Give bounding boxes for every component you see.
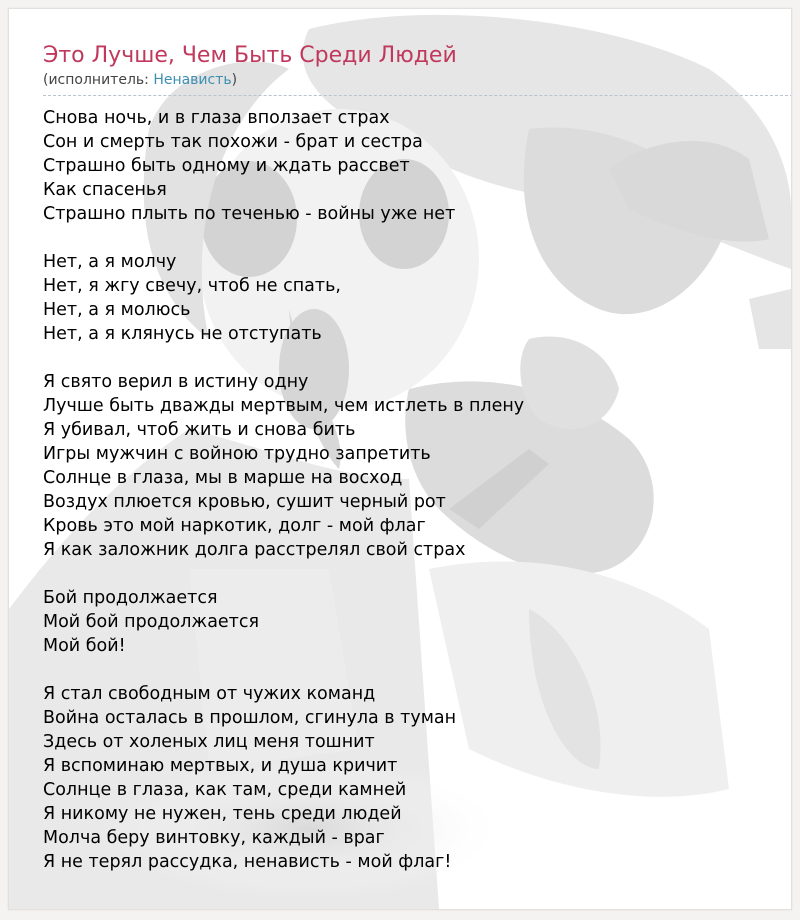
lyric-line: Я как заложник долга расстрелял свой страх [43,540,466,560]
artist-line [43,71,773,89]
lyric-line: Здесь от холеных лиц меня тошнит [43,732,375,752]
divider [43,95,792,96]
lyric-line: Игры мужчин с войною трудно запретить [43,444,431,464]
lyric-line: Я убивал, чтоб жить и снова бить [43,420,356,440]
lyrics-content [43,41,773,898]
artist-prefix: (исполнитель: [43,72,154,88]
lyric-line: Солнце в глаза, мы в марше на восход [43,468,403,488]
lyric-line: Нет, я жгу свечу, чтоб не спать, [43,276,341,296]
lyric-line: Кровь это мой наркотик, долг - мой флаг [43,516,426,536]
lyric-line: Молча беру винтовку, каждый - враг [43,828,385,848]
lyric-line: Я не терял рассудка, ненависть - мой флаг! [43,852,452,872]
lyric-line: Нет, а я молюсь [43,300,191,320]
stanza [43,106,773,226]
lyric-line: Нет, а я молчу [43,252,177,272]
song-title: Это Лучше, Чем Быть Среди Людей [43,43,457,68]
lyric-line: Я стал свободным от чужих команд [43,684,376,704]
lyrics-page [8,8,792,910]
artist-link[interactable]: Ненависть [153,72,232,88]
lyrics-body [43,106,773,874]
lyric-line: Как спасенья [43,180,167,200]
lyric-line: Снова ночь, и в глаза вползает страх [43,108,390,128]
lyric-line: Нет, а я клянусь не отступать [43,324,322,344]
lyric-line: Я никому не нужен, тень среди людей [43,804,402,824]
lyric-line: Я вспоминаю мертвых, и душа кричит [43,756,398,776]
lyric-line: Война осталась в прошлом, сгинула в туман [43,708,457,728]
lyric-line: Сон и смерть так похожи - брат и сестра [43,132,423,152]
lyric-line: Страшно быть одному и ждать рассвет [43,156,410,176]
lyric-line: Воздух плюется кровью, сушит черный рот [43,492,446,512]
stanza [43,250,773,346]
lyric-line: Мой бой продолжается [43,612,260,632]
stanza [43,586,773,658]
lyric-line: Лучше быть дважды мертвым, чем истлеть в плену [43,396,525,416]
lyric-line: Мой бой! [43,636,126,656]
lyric-line: Страшно плыть по теченью - войны уже нет [43,204,456,224]
lyric-line: Бой продолжается [43,588,218,608]
lyric-line: Я свято верил в истину одну [43,372,309,392]
artist-suffix: ) [231,72,238,88]
stanza [43,682,773,874]
stanza [43,370,773,562]
lyric-line: Солнце в глаза, как там, среди камней [43,780,407,800]
